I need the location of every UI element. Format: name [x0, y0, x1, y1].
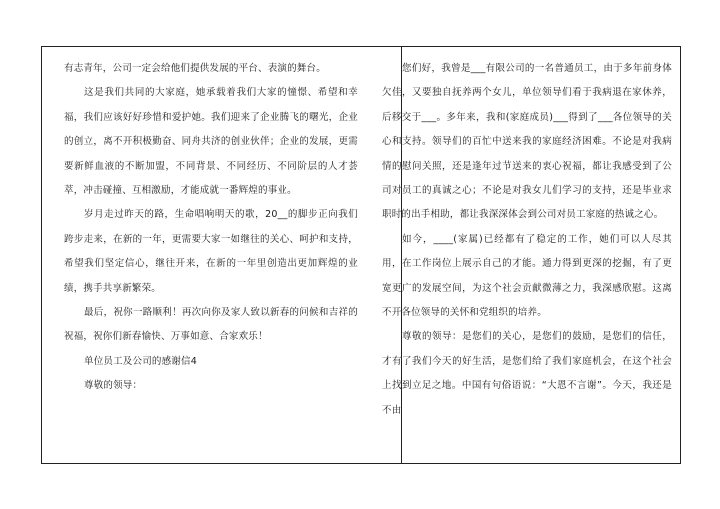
salutation: 尊敬的领导：	[84, 380, 143, 392]
paragraph: 如今，____(家属)已经都有了稳定的工作，她们可以人尽其用，在工作岗位上展示自己的才能。通力得到更深的挖掘，有了更宽更广的发展空间，为这个社会贡献微薄之力，我深感欣慰。这离不开各位领导的关怀和党组织的培养。	[382, 233, 672, 319]
section-title: 单位员工及公司的感谢信4	[84, 355, 197, 367]
paragraph: 最后，祝你一路顺利！再次向你及家人致以新春的问候和吉祥的祝福，祝你们新春愉快、万事如意、合家欢乐！	[64, 307, 358, 343]
left-column	[64, 57, 358, 399]
paragraph: 尊敬的领导：是您们的关心，是您们的鼓励，是您们的信任，才有了我们今天的好生活，是您们给了我们家庭机会，在这个社会上找到立足之地。中国有句俗语说：“大恩不言谢”。今天，我还是不由	[382, 331, 672, 416]
page-frame	[41, 46, 681, 464]
paragraph: 岁月走过昨天的路，生命唱响明天的歌，20__的脚步正向我们跨步走来，在新的一年，更需要大家一如继往的关心、呵护和支持，希望我们坚定信心，继往开来，在新的一年里创造出更加辉煌的业绩，携手共享新繁荣。	[64, 209, 358, 294]
paragraph: 您们好，我曾是___有限公司的一名普通员工，由于多年前身体欠佳，又要独自抚养两个女儿，单位领导们看于我病退在家休养，后移交于___。多年来，我和(家庭成员)___得到了___各位领导的关心和支持。领导们的百忙中送来我的家庭经济困难。不论是对我病情的慰问关照，还是逢年过节送来的衷心祝福，都让我感受到了公司对员工的真诚之心；不论是对我女儿们学习的支持，还是毕业求职时的出手相助，都让我深深体会到公司对员工家庭的热诚之心。	[382, 63, 672, 221]
right-column	[382, 57, 672, 423]
paragraph: 有志青年，公司一定会给他们提供发展的平台、表演的舞台。	[64, 63, 326, 74]
paragraph: 这是我们共同的大家庭，她承载着我们大家的憧憬、希望和幸福，我们应该好好珍惜和爱护她。我们迎来了企业腾飞的曙光，企业的创立，离不开积极勤奋、同舟共济的创业伙伴；企业的发展，更需要新鲜血液的不断加盟，不同背景、不同经历、不同阶层的人才荟萃，冲击碰撞、互相激励，才能成就一番辉煌的事业。	[64, 87, 358, 197]
